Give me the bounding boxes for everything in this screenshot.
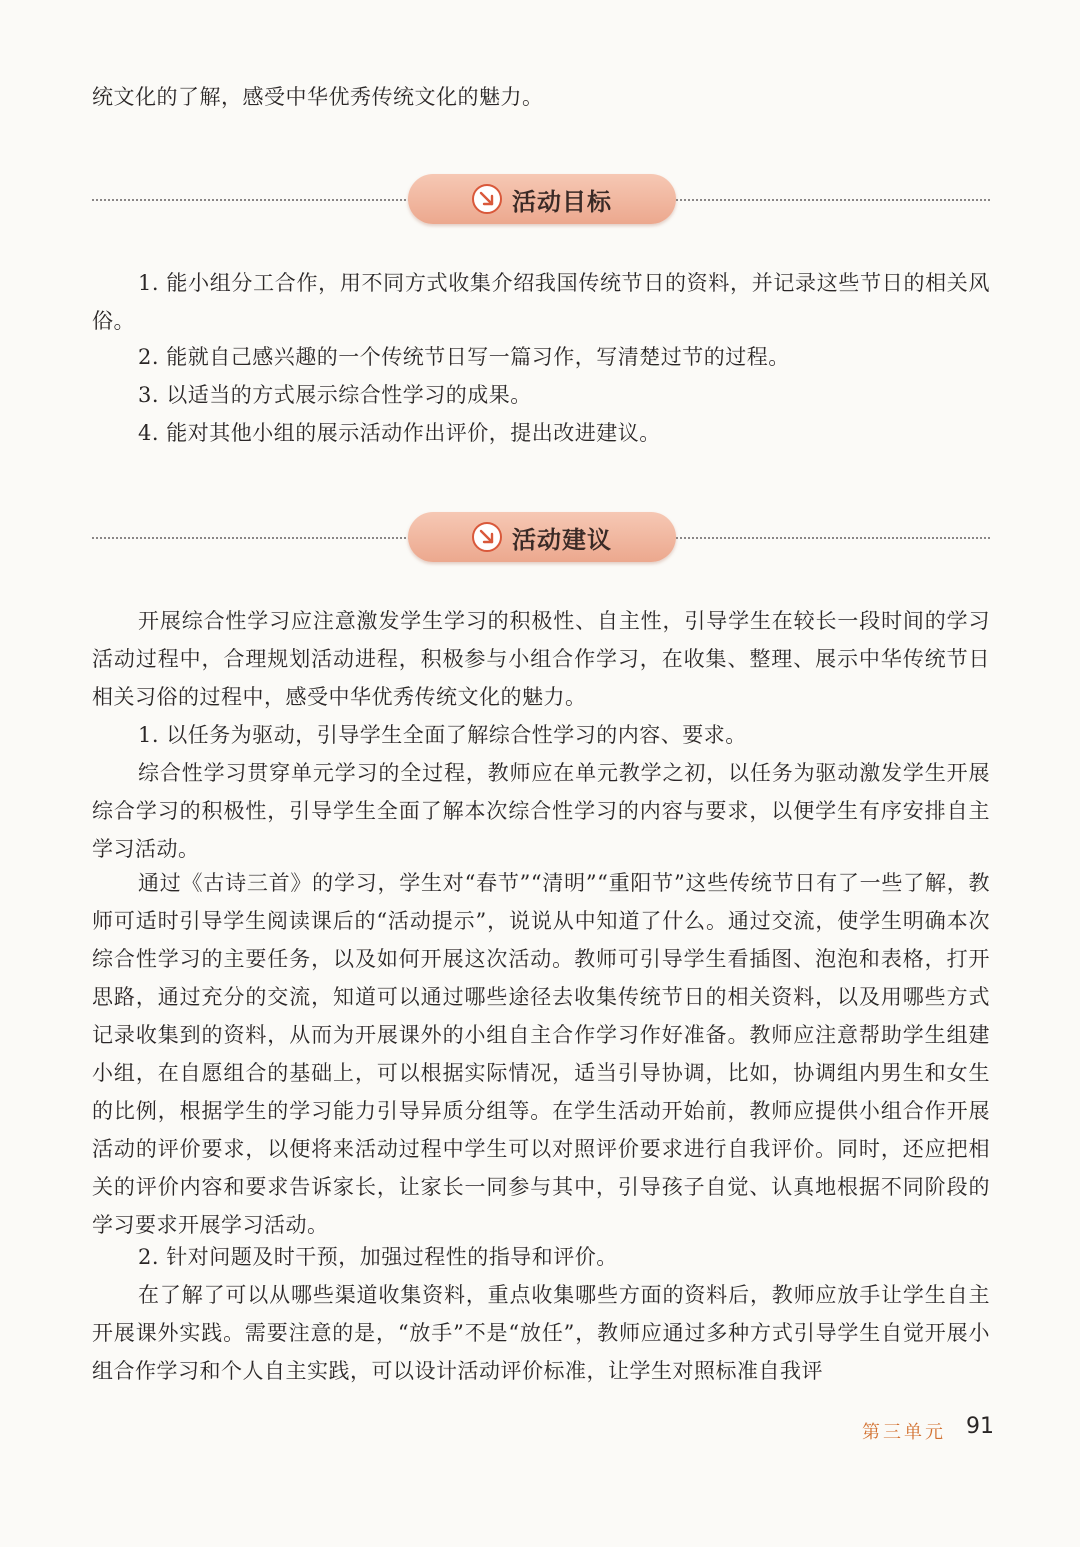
arrow-down-right-icon — [472, 522, 502, 552]
page-number: 91 — [966, 1414, 994, 1439]
section-header-suggestions — [92, 508, 990, 568]
body-paragraph: 在了解了可以从哪些渠道收集资料，重点收集哪些方面的资料后，教师应放手让学生自主开展课外实践。需要注意的是，“放手”不是“放任”，教师应通过多种方式引导学生自觉开展小组合作学习和个人自主实践，可以设计活动评价标准，让学生对照标准自我评 — [92, 1283, 990, 1383]
goal-item: 3. 以适当的方式展示综合性学习的成果。 — [138, 383, 532, 407]
goal-item: 2. 能就自己感兴趣的一个传统节日写一篇习作，写清楚过节的过程。 — [138, 345, 790, 369]
arrow-down-right-icon — [472, 184, 502, 214]
body-paragraph: 通过《古诗三首》的学习，学生对“春节”“清明”“重阳节”这些传统节日有了一些了解，教师可适时引导学生阅读课后的“活动提示”，说说从中知道了什么。通过交流，使学生明确本次综合性学习的主要任务，以及如何开展这次活动。教师可引导学生看插图、泡泡和表格，打开思路，通过充分的交流，知道可以通过哪些途径去收集传统节日的相关资料，以及用哪些方式记录收集到的资料，从而为开展课外的小组自主合作学习作好准备。教师应注意帮助学生组建小组，在自愿组合的基础上，可以根据实际情况，适当引导协调，比如，协调组内男生和女生的比例，根据学生的学习能力引导异质分组等。在学生活动开始前，教师应提供小组合作开展活动的评价要求，以便将来活动过程中学生可以对照评价要求进行自我评价。同时，还应把相关的评价内容和要求告诉家长，让家长一同参与其中，引导孩子自觉、认真地根据不同阶段的学习要求开展学习活动。 — [92, 871, 990, 1237]
goal-item: 1. 能小组分工合作，用不同方式收集介绍我国传统节日的资料，并记录这些节日的相关风俗。 — [92, 271, 990, 333]
intro-line: 统文化的了解，感受中华优秀传统文化的魅力。 — [92, 85, 544, 109]
section-title-pill — [408, 512, 676, 562]
body-paragraph: 综合性学习贯穿单元学习的全过程，教师应在单元教学之初，以任务为驱动激发学生开展综合学习的积极性，引导学生全面了解本次综合性学习的内容与要求，以便学生有序安排自主学习活动。 — [92, 761, 990, 861]
goal-item: 4. 能对其他小组的展示活动作出评价，提出改进建议。 — [138, 421, 661, 445]
section-title: 活动目标 — [512, 187, 612, 216]
section-title-pill — [408, 174, 676, 224]
numbered-heading: 1. 以任务为驱动，引导学生全面了解综合性学习的内容、要求。 — [138, 723, 747, 747]
unit-label: 第三单元 — [862, 1422, 946, 1443]
body-paragraph: 开展综合性学习应注意激发学生学习的积极性、自主性，引导学生在较长一段时间的学习活动过程中，合理规划活动进程，积极参与小组合作学习，在收集、整理、展示中华传统节日相关习俗的过程中，感受中华优秀传统文化的魅力。 — [92, 609, 990, 709]
numbered-heading: 2. 针对问题及时干预，加强过程性的指导和评价。 — [138, 1245, 618, 1269]
section-title: 活动建议 — [512, 525, 612, 554]
section-header-goals — [92, 170, 990, 230]
